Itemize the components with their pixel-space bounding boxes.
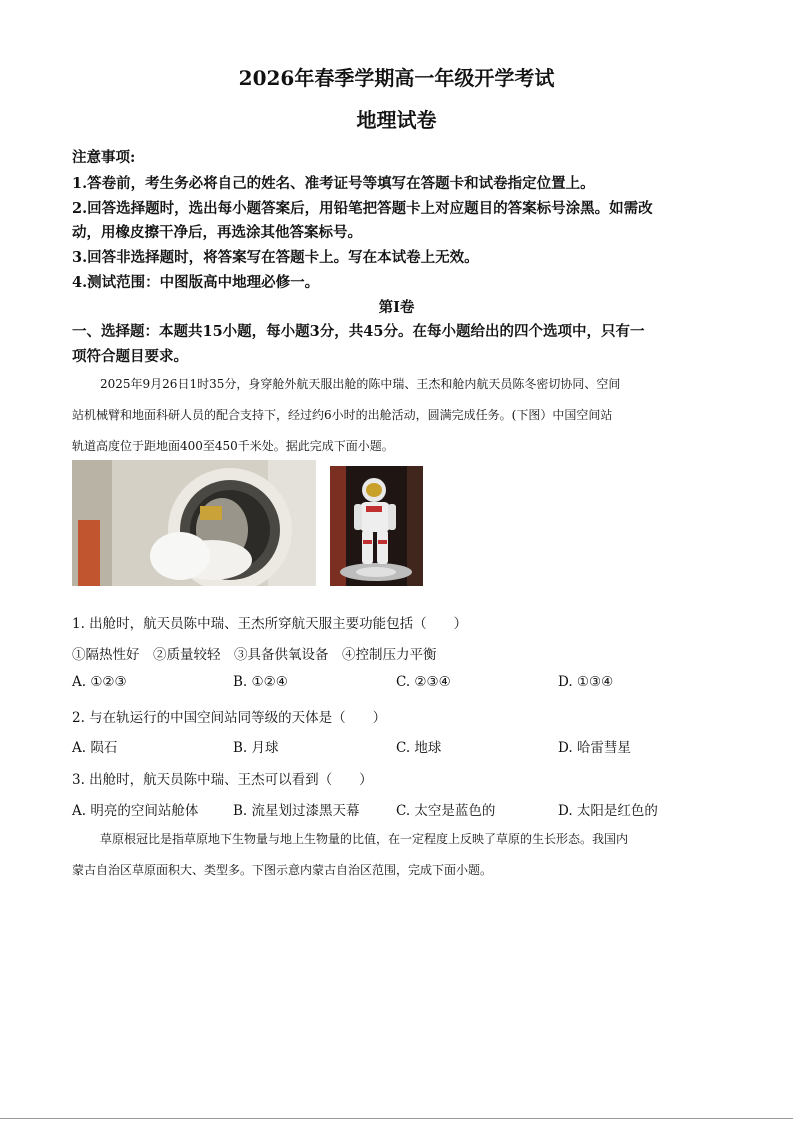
question-2-option-c[interactable]: C. 地球 (396, 740, 442, 756)
hatch-exit-photo (72, 460, 316, 586)
notes-heading: 注意事项: (72, 149, 136, 166)
page-bottom-divider (0, 1118, 793, 1119)
passage-text: 2025年9月26日1时35分，身穿舱外航天服出舱的陈中瑞、王杰和舱内航天员陈冬密切协同、空间 (100, 377, 621, 391)
question-1-option-c[interactable]: C. ②③④ (396, 674, 451, 690)
question-1-option-a[interactable]: A. ①②③ (72, 674, 127, 690)
question-2-stem: 2. 与在轨运行的中国空间站同等级的天体是（ ） (72, 710, 387, 726)
spacesuit-photo (330, 466, 423, 586)
passage-text: 蒙古自治区草原面积大、类型多。下图示意内蒙古自治区范围，完成下面小题。 (72, 863, 493, 877)
passage-text: 轨道高度位于距地面400至450千米处。据此完成下面小题。 (72, 439, 394, 453)
question-3-option-b[interactable]: B. 流星划过漆黑天幕 (233, 803, 360, 819)
note-item: 1.答卷前，考生务必将自己的姓名、准考证号等填写在答题卡和试卷指定位置上。 (72, 175, 595, 192)
note-item: 3.回答非选择题时，将答案写在答题卡上。写在本试卷上无效。 (72, 249, 479, 266)
question-2-option-a[interactable]: A. 陨石 (72, 740, 118, 756)
exam-title: 2026年春季学期高一年级开学考试 (238, 66, 555, 90)
question-2-option-d[interactable]: D. 哈雷彗星 (558, 740, 631, 756)
passage-text: 站机械臂和地面科研人员的配合支持下，经过约6小时的出舱活动，圆满完成任务。(下图）中国空间站 (72, 408, 613, 422)
section-label: 第Ⅰ卷 (378, 299, 415, 316)
section-heading-cont: 项符合题目要求。 (72, 348, 188, 365)
question-3-option-d[interactable]: D. 太阳是红色的 (558, 803, 658, 819)
question-3-option-a[interactable]: A. 明亮的空间站舱体 (72, 803, 199, 819)
note-item: 4.测试范围：中图版高中地理必修一。 (72, 274, 320, 291)
question-1-statements: ①隔热性好 ②质量较轻 ③具备供氧设备 ④控制压力平衡 (72, 647, 437, 663)
exam-subtitle: 地理试卷 (356, 108, 437, 132)
question-1-stem: 1. 出舱时，航天员陈中瑞、王杰所穿航天服主要功能包括（ ） (72, 616, 468, 632)
question-1-option-d[interactable]: D. ①③④ (558, 674, 614, 690)
section-heading: 一、选择题：本题共15小题，每小题3分，共45分。在每小题给出的四个选项中，只有一 (72, 323, 645, 340)
question-1-option-b[interactable]: B. ①②④ (233, 674, 288, 690)
question-2-option-b[interactable]: B. 月球 (233, 740, 279, 756)
passage-text: 草原根冠比是指草原地下生物量与地上生物量的比值，在一定程度上反映了草原的生长形态。我国内 (100, 832, 629, 846)
note-item: 2.回答选择题时，选出每小题答案后，用铅笔把答题卡上对应题目的答案标号涂黑。如需改 (72, 200, 653, 217)
question-3-stem: 3. 出舱时，航天员陈中瑞、王杰可以看到（ ） (72, 772, 373, 788)
question-3-option-c[interactable]: C. 太空是蓝色的 (396, 803, 496, 819)
note-item: 动，用橡皮擦干净后，再选涂其他答案标号。 (72, 224, 362, 241)
